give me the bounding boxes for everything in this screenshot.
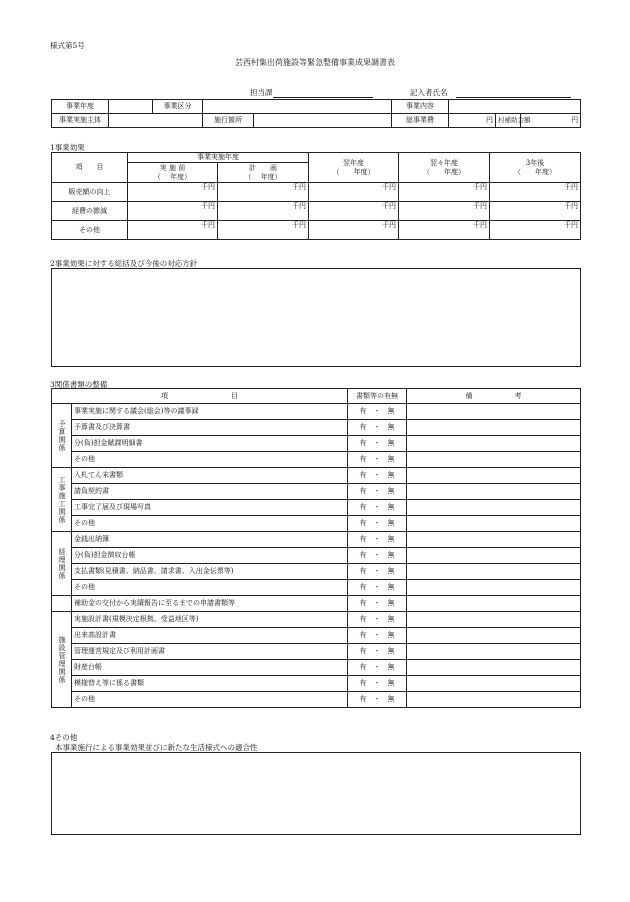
remarks-cell[interactable] <box>407 404 581 420</box>
col-before: 実 施 前 （ 年度） <box>128 163 218 183</box>
doc-item: その他 <box>72 580 348 596</box>
cell[interactable]: 千円 <box>309 202 399 221</box>
doc-item: 入札てん末書類 <box>72 468 348 484</box>
umu-toggle[interactable]: 有 ・ 無 <box>348 436 407 452</box>
year-label: 事業年度 <box>52 100 109 114</box>
yen-unit: 円 <box>571 116 579 124</box>
remarks-cell[interactable] <box>407 548 581 564</box>
col-item: 項 目 <box>52 153 128 183</box>
row-label-costs: 経費の節減 <box>52 202 128 221</box>
kinyusha-label: 記入者氏名 <box>410 88 448 97</box>
umu-toggle[interactable]: 有 ・ 無 <box>348 692 407 708</box>
cell[interactable]: 千円 <box>399 202 490 221</box>
documents-table <box>51 388 581 708</box>
kubun-label: 事業区分 <box>153 100 203 114</box>
umu-toggle[interactable]: 有 ・ 無 <box>348 516 407 532</box>
doc-item: 支払書類(見積書、納品書、請求書、入出金伝票等) <box>72 564 348 580</box>
group-label-empty <box>52 596 72 612</box>
doc-item: 管理運営規定及び利用計画書 <box>72 644 348 660</box>
other-box[interactable] <box>51 752 581 835</box>
doc-item: 出来高設計書 <box>72 628 348 644</box>
cell[interactable]: 千円 <box>218 221 309 240</box>
remarks-cell[interactable] <box>407 452 581 468</box>
doc-item: その他 <box>72 516 348 532</box>
hojo-label: 村補助金額 <box>496 114 521 128</box>
doc-item: 事業実施に関する議会(総会)等の議事録 <box>72 404 348 420</box>
remarks-cell[interactable] <box>407 532 581 548</box>
doc-item: 実施設計書(規模決定根拠、受益地区等) <box>72 612 348 628</box>
remarks-cell[interactable] <box>407 660 581 676</box>
sojigyohi-value[interactable] <box>449 114 496 128</box>
remarks-cell[interactable] <box>407 644 581 660</box>
remarks-cell[interactable] <box>407 516 581 532</box>
umu-toggle[interactable]: 有 ・ 無 <box>348 612 407 628</box>
umu-toggle[interactable]: 有 ・ 無 <box>348 548 407 564</box>
row-label-sales: 販売額の向上 <box>52 183 128 202</box>
group-label-construction: 工事施工関係 <box>52 468 72 532</box>
doc-item: 予算書及び決算書 <box>72 420 348 436</box>
umu-toggle[interactable]: 有 ・ 無 <box>348 532 407 548</box>
doc-item: 模様替え等に係る書類 <box>72 676 348 692</box>
remarks-cell[interactable] <box>407 580 581 596</box>
umu-toggle[interactable]: 有 ・ 無 <box>348 484 407 500</box>
remarks-cell[interactable] <box>407 420 581 436</box>
section4-subtitle: 本事業施行による事業効果並びに新たな生活様式への適合性 <box>55 743 258 752</box>
tantouka-field[interactable] <box>273 89 373 98</box>
cell[interactable]: 千円 <box>399 183 490 202</box>
cell[interactable]: 千円 <box>309 183 399 202</box>
umu-toggle[interactable]: 有 ・ 無 <box>348 564 407 580</box>
kubun-value[interactable] <box>203 100 392 114</box>
col-group: 事業実施年度 <box>128 153 309 163</box>
form-number: 様式第5号 <box>50 41 85 50</box>
col-next2: 翌々年度 （ 年度） <box>399 153 490 183</box>
col-remarks: 備 考 <box>407 389 581 404</box>
shutai-value[interactable] <box>109 114 203 128</box>
doc-item: その他 <box>72 452 348 468</box>
naiyou-value[interactable] <box>449 100 581 114</box>
doc-item: 分(負)担金賦課明細書 <box>72 436 348 452</box>
remarks-cell[interactable] <box>407 676 581 692</box>
tantouka-label: 担当課 <box>250 88 273 97</box>
naiyou-label: 事業内容 <box>392 100 449 114</box>
umu-toggle[interactable]: 有 ・ 無 <box>348 644 407 660</box>
col-item: 項 目 <box>52 389 348 404</box>
effects-table <box>51 152 581 240</box>
doc-item: その他 <box>72 692 348 708</box>
kasho-value[interactable] <box>254 114 392 128</box>
cell[interactable]: 千円 <box>490 183 581 202</box>
section3-title: 3関係書類の整備 <box>50 380 108 389</box>
sojigyohi-label: 総事業費 <box>392 114 449 128</box>
umu-toggle[interactable]: 有 ・ 無 <box>348 628 407 644</box>
remarks-cell[interactable] <box>407 564 581 580</box>
umu-toggle[interactable]: 有 ・ 無 <box>348 660 407 676</box>
remarks-cell[interactable] <box>407 484 581 500</box>
umu-toggle[interactable]: 有 ・ 無 <box>348 676 407 692</box>
umu-toggle[interactable]: 有 ・ 無 <box>348 468 407 484</box>
remarks-cell[interactable] <box>407 500 581 516</box>
section2-title: 2事業効果に対する総括及び今後の対応方針 <box>50 259 198 268</box>
umu-toggle[interactable]: 有 ・ 無 <box>348 500 407 516</box>
doc-item: 補助金の交付から実績報告に至るまでの申請書類等 <box>72 596 348 612</box>
cell[interactable]: 千円 <box>490 202 581 221</box>
remarks-cell[interactable] <box>407 692 581 708</box>
cell[interactable]: 千円 <box>490 221 581 240</box>
doc-item: 財産台帳 <box>72 660 348 676</box>
col-next: 翌年度 （ 年度） <box>309 153 399 183</box>
remarks-cell[interactable] <box>407 596 581 612</box>
umu-toggle[interactable]: 有 ・ 無 <box>348 580 407 596</box>
remarks-cell[interactable] <box>407 436 581 452</box>
umu-toggle[interactable]: 有 ・ 無 <box>348 452 407 468</box>
group-label-accounting: 経理関係 <box>52 532 72 596</box>
yen-unit: 円 <box>486 116 494 124</box>
col-plan: 計 画 （ 年度） <box>218 163 309 183</box>
cell[interactable]: 千円 <box>128 202 218 221</box>
cell[interactable]: 千円 <box>218 202 309 221</box>
tantouka-line <box>250 87 373 98</box>
row-label-other: その他 <box>52 221 128 240</box>
remarks-cell[interactable] <box>407 468 581 484</box>
info-table <box>51 99 581 128</box>
doc-item: 工事完了届及び現場写真 <box>72 500 348 516</box>
cell[interactable]: 千円 <box>309 221 399 240</box>
umu-toggle[interactable]: 有 ・ 無 <box>348 596 407 612</box>
doc-item: 請負契約書 <box>72 484 348 500</box>
kasho-label: 施行箇所 <box>203 114 254 128</box>
umu-toggle[interactable]: 有 ・ 無 <box>348 404 407 420</box>
year-value[interactable] <box>109 100 153 114</box>
cell[interactable]: 千円 <box>128 183 218 202</box>
shutai-label: 事業実施主体 <box>52 114 109 128</box>
cell[interactable]: 千円 <box>218 183 309 202</box>
col-exists: 書類等の有無 <box>348 389 407 404</box>
remarks-cell[interactable] <box>407 628 581 644</box>
kinyusha-line <box>410 87 571 98</box>
page-title: 芸西村集出荷施設等緊急整備事業成果調書表 <box>235 58 395 67</box>
summary-box[interactable] <box>51 268 581 367</box>
remarks-cell[interactable] <box>407 612 581 628</box>
kinyusha-field[interactable] <box>456 89 571 98</box>
umu-toggle[interactable]: 有 ・ 無 <box>348 420 407 436</box>
group-label-facility: 施設管理関係 <box>52 612 72 708</box>
doc-item: 金銭出納簿 <box>72 532 348 548</box>
group-label-budget: 予算関係 <box>52 404 72 468</box>
doc-item: 分(負)担金徴収台帳 <box>72 548 348 564</box>
cell[interactable]: 千円 <box>399 221 490 240</box>
section4-title: 4その他 <box>50 733 78 742</box>
cell[interactable]: 千円 <box>128 221 218 240</box>
col-3yr: 3年後 （ 年度） <box>490 153 581 183</box>
section1-title: 1事業効果 <box>50 143 85 152</box>
